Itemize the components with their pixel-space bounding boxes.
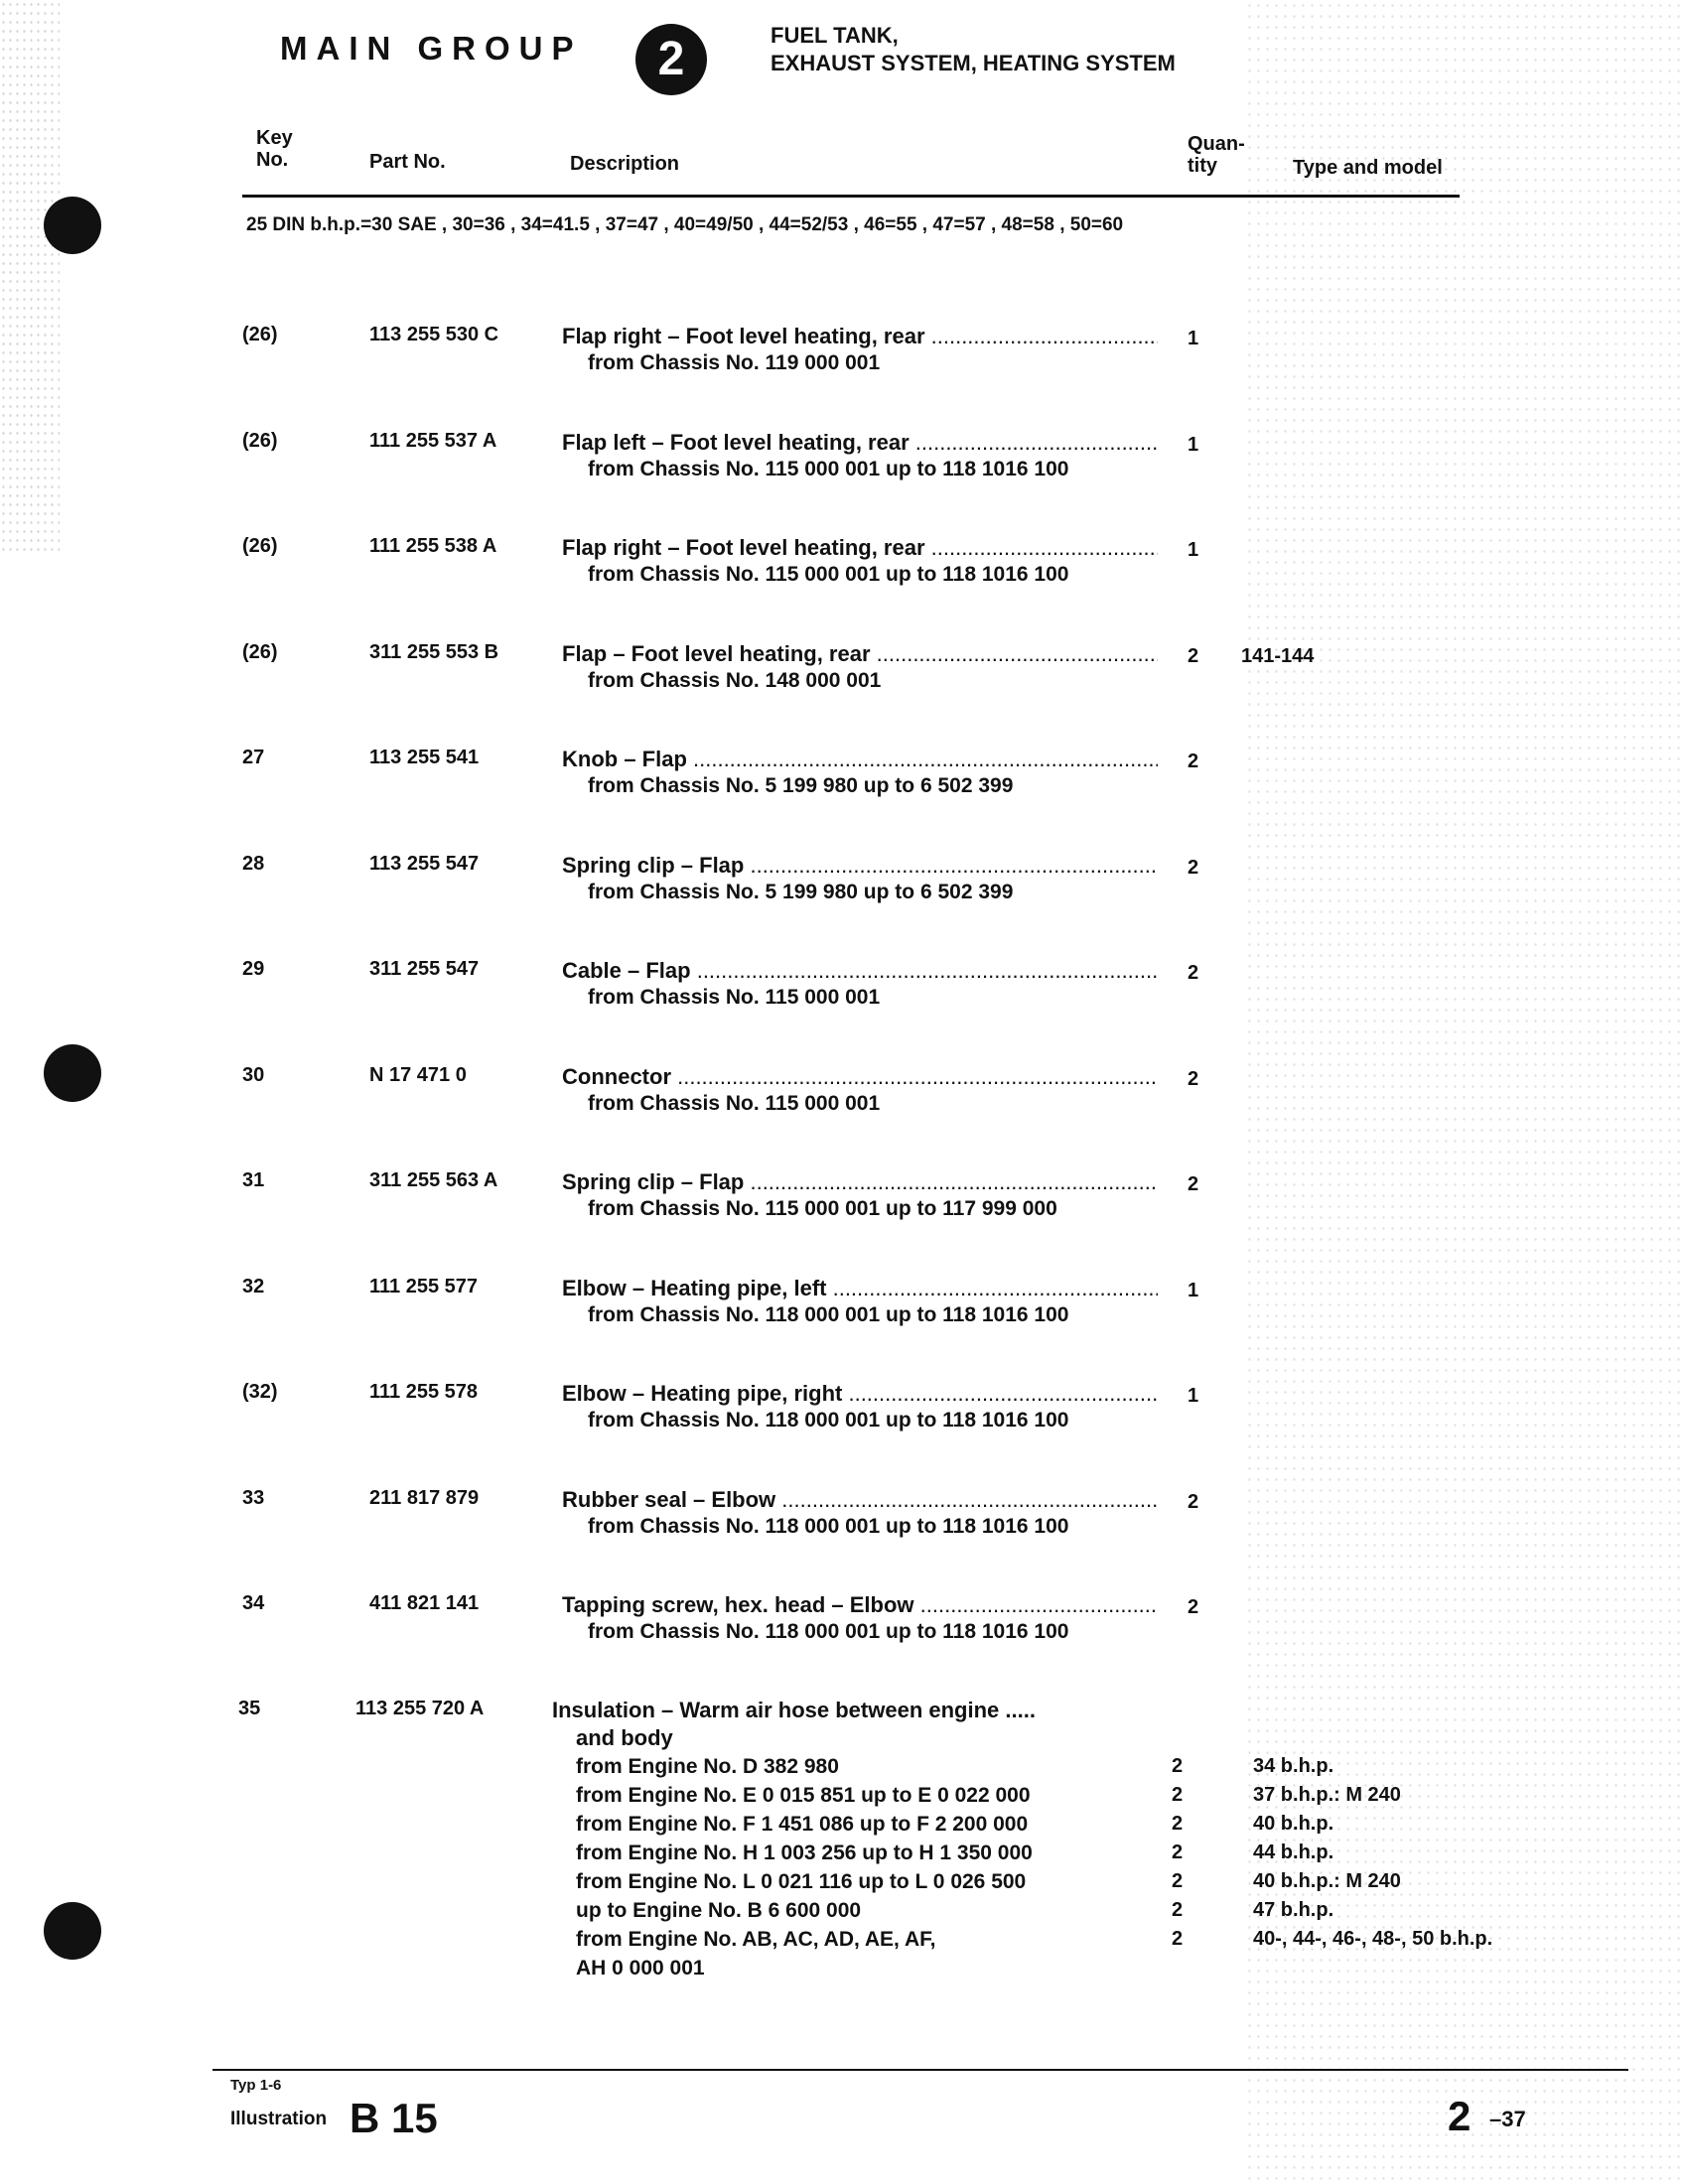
table-row	[0, 853, 1682, 959]
quantity: 2	[1188, 856, 1199, 879]
description: Rubber seal – Elbow .....	[562, 1487, 1158, 1513]
engine-range-line	[0, 1755, 1682, 1784]
key-no: 33	[242, 1486, 265, 1509]
type-model: 40 b.h.p.	[1253, 1813, 1334, 1835]
quantity: 1	[1188, 1279, 1199, 1301]
key-no: (26)	[242, 324, 278, 345]
chassis-range: from Chassis No. 115 000 001 up to 117 999 000	[588, 1197, 1057, 1220]
description: Knob – Flap .....	[562, 747, 1158, 772]
part-no: 113 255 541	[369, 747, 480, 768]
table-row	[0, 641, 1682, 748]
key-no: 35	[238, 1698, 261, 1719]
chassis-range: from Chassis No. 5 199 980 up to 6 502 399	[588, 880, 1014, 903]
quantity: 2	[1188, 644, 1199, 667]
engine-range: from Engine No. D 382 980	[576, 1755, 839, 1778]
part-no: 311 255 547	[369, 958, 480, 980]
chassis-range: from Chassis No. 118 000 001 up to 118 1016 100	[588, 1620, 1069, 1643]
chassis-range: from Chassis No. 115 000 001	[588, 1091, 881, 1115]
chassis-range: from Chassis No. 148 000 001	[588, 668, 882, 692]
hp-conversion-line: 25 DIN b.h.p.=30 SAE , 30=36 , 34=41.5 , 37=47 , 40=49/50 , 44=52/53 , 46=55 , 47=57 , 48=58 , 50=60	[246, 214, 1124, 235]
type-model: 40 b.h.p.: M 240	[1253, 1870, 1401, 1892]
part-no: 113 255 547	[369, 852, 480, 875]
chassis-range: from Chassis No. 118 000 001 up to 118 1016 100	[588, 1514, 1069, 1538]
engine-range: from Engine No. F 1 451 086 up to F 2 200 000	[576, 1813, 1029, 1836]
description: Elbow – Heating pipe, right .....	[562, 1381, 1158, 1407]
description: Spring clip – Flap .....	[562, 1169, 1158, 1195]
quantity: 2	[1172, 1755, 1184, 1777]
quantity: 2	[1188, 1173, 1199, 1195]
table-row	[0, 535, 1682, 641]
part-no: 311 255 563 A	[369, 1169, 498, 1191]
quantity: 2	[1172, 1813, 1184, 1835]
col-key-no: Key No.	[256, 127, 293, 171]
key-no: 34	[242, 1592, 265, 1614]
quantity: 2	[1188, 1067, 1199, 1090]
engine-range-line	[0, 1813, 1682, 1842]
quantity: 2	[1188, 1490, 1199, 1513]
description: Tapping screw, hex. head – Elbow .....	[562, 1592, 1158, 1618]
chassis-range: from Chassis No. 5 199 980 up to 6 502 399	[588, 774, 1014, 797]
engine-range: up to Engine No. B 6 600 000	[576, 1899, 862, 1922]
type-model: 47 b.h.p.	[1253, 1899, 1334, 1921]
chassis-range: from Chassis No. 115 000 001 up to 118 1016 100	[588, 457, 1069, 480]
description: Cable – Flap .....	[562, 958, 1158, 984]
part-no: 211 817 879	[369, 1486, 480, 1509]
chassis-range: from Chassis No. 118 000 001 up to 118 1016 100	[588, 1409, 1069, 1432]
quantity: 2	[1172, 1899, 1184, 1921]
key-no: 31	[242, 1169, 265, 1191]
key-no: (32)	[242, 1381, 278, 1403]
key-no: 32	[242, 1275, 265, 1297]
page-number-sub: –37	[1489, 2107, 1526, 2131]
table-row	[0, 324, 1682, 430]
illustration-label: Illustration	[230, 2109, 328, 2129]
description: Flap left – Foot level heating, rear .....	[562, 430, 1158, 456]
engine-range-line	[0, 1928, 1682, 1957]
part-no: 411 821 141	[369, 1592, 480, 1614]
quantity: 1	[1188, 539, 1199, 561]
quantity: 2	[1172, 1928, 1184, 1950]
type-model: 34 b.h.p.	[1253, 1755, 1334, 1777]
engine-range: from Engine No. L 0 021 116 up to L 0 026 500	[576, 1870, 1027, 1893]
table-row	[0, 1381, 1682, 1487]
quantity: 2	[1188, 962, 1199, 984]
description: Flap right – Foot level heating, rear .....	[562, 324, 1158, 349]
engine-range-line	[0, 1842, 1682, 1870]
quantity: 1	[1188, 433, 1199, 456]
key-no: (26)	[242, 429, 278, 452]
engine-range-line	[0, 1899, 1682, 1928]
table-row	[0, 747, 1682, 853]
engine-range-line	[0, 1957, 1682, 1985]
type-model: 141-144	[1241, 644, 1315, 667]
description-cont: and body	[576, 1725, 673, 1750]
quantity: 2	[1188, 1596, 1199, 1618]
description: Flap right – Foot level heating, rear .....	[562, 535, 1158, 561]
part-no: 113 255 530 C	[369, 324, 499, 345]
description: Connector .....	[562, 1064, 1158, 1090]
part-no: 113 255 720 A	[355, 1698, 485, 1719]
table-row	[0, 1169, 1682, 1276]
part-no: 111 255 577	[369, 1275, 479, 1297]
table-row	[0, 1487, 1682, 1593]
type-label: Typ 1-6	[230, 2077, 282, 2094]
col-part-no: Part No.	[369, 151, 446, 173]
illustration-number: B 15	[350, 2095, 438, 2141]
description: Insulation – Warm air hose between engine .....	[552, 1698, 1036, 1722]
key-no: (26)	[242, 640, 278, 663]
col-description: Description	[570, 153, 680, 175]
description: Elbow – Heating pipe, left .....	[562, 1276, 1158, 1301]
engine-range: from Engine No. AB, AC, AD, AE, AF,	[576, 1928, 936, 1951]
quantity: 2	[1172, 1784, 1184, 1806]
table-row	[0, 958, 1682, 1064]
chassis-range: from Chassis No. 115 000 001	[588, 986, 881, 1009]
group-title-line1: FUEL TANK,	[771, 23, 899, 48]
part-no: N 17 471 0	[369, 1063, 467, 1086]
part-no: 111 255 578	[369, 1381, 479, 1403]
chassis-range: from Chassis No. 115 000 001 up to 118 1016 100	[588, 563, 1069, 586]
chassis-range: from Chassis No. 118 000 001 up to 118 1016 100	[588, 1302, 1069, 1326]
table-row	[0, 1276, 1682, 1382]
type-model: 40-, 44-, 46-, 48-, 50 b.h.p.	[1253, 1928, 1493, 1950]
quantity: 2	[1172, 1842, 1184, 1863]
engine-range-line	[0, 1870, 1682, 1899]
col-type-model: Type and model	[1293, 157, 1443, 179]
quantity: 1	[1188, 1385, 1199, 1407]
key-no: (26)	[242, 535, 278, 557]
header-rule	[242, 195, 1460, 198]
engine-range: AH 0 000 001	[576, 1957, 705, 1979]
key-no: 30	[242, 1063, 265, 1086]
engine-range: from Engine No. H 1 003 256 up to H 1 350 000	[576, 1842, 1033, 1864]
quantity: 2	[1188, 751, 1199, 772]
group-title-line2: EXHAUST SYSTEM, HEATING SYSTEM	[771, 51, 1176, 75]
table-row	[0, 1592, 1682, 1699]
parts-list	[0, 324, 1682, 1699]
table-row	[0, 1064, 1682, 1170]
footer-rule	[212, 2069, 1628, 2071]
engine-range: from Engine No. E 0 015 851 up to E 0 022 000	[576, 1784, 1031, 1807]
group-title	[771, 22, 1176, 77]
key-no: 29	[242, 958, 265, 980]
type-model: 44 b.h.p.	[1253, 1842, 1334, 1863]
main-group-heading: MAIN GROUP	[280, 30, 583, 67]
key-no: 27	[242, 747, 265, 768]
description: Flap – Foot level heating, rear .....	[562, 641, 1158, 667]
type-model: 37 b.h.p.: M 240	[1253, 1784, 1401, 1806]
chassis-range: from Chassis No. 119 000 001	[588, 351, 881, 374]
engine-range-line	[0, 1784, 1682, 1813]
quantity: 2	[1172, 1870, 1184, 1892]
table-row	[0, 430, 1682, 536]
description: Spring clip – Flap .....	[562, 853, 1158, 879]
quantity: 1	[1188, 328, 1199, 349]
col-quantity: Quan- tity	[1188, 133, 1245, 177]
part-no: 111 255 537 A	[369, 429, 497, 452]
binder-hole	[44, 197, 101, 254]
part-no: 311 255 553 B	[369, 640, 499, 663]
key-no: 28	[242, 852, 265, 875]
part-no: 111 255 538 A	[369, 535, 497, 557]
page-number-main: 2	[1448, 2093, 1472, 2139]
group-number-badge: 2	[635, 24, 707, 95]
